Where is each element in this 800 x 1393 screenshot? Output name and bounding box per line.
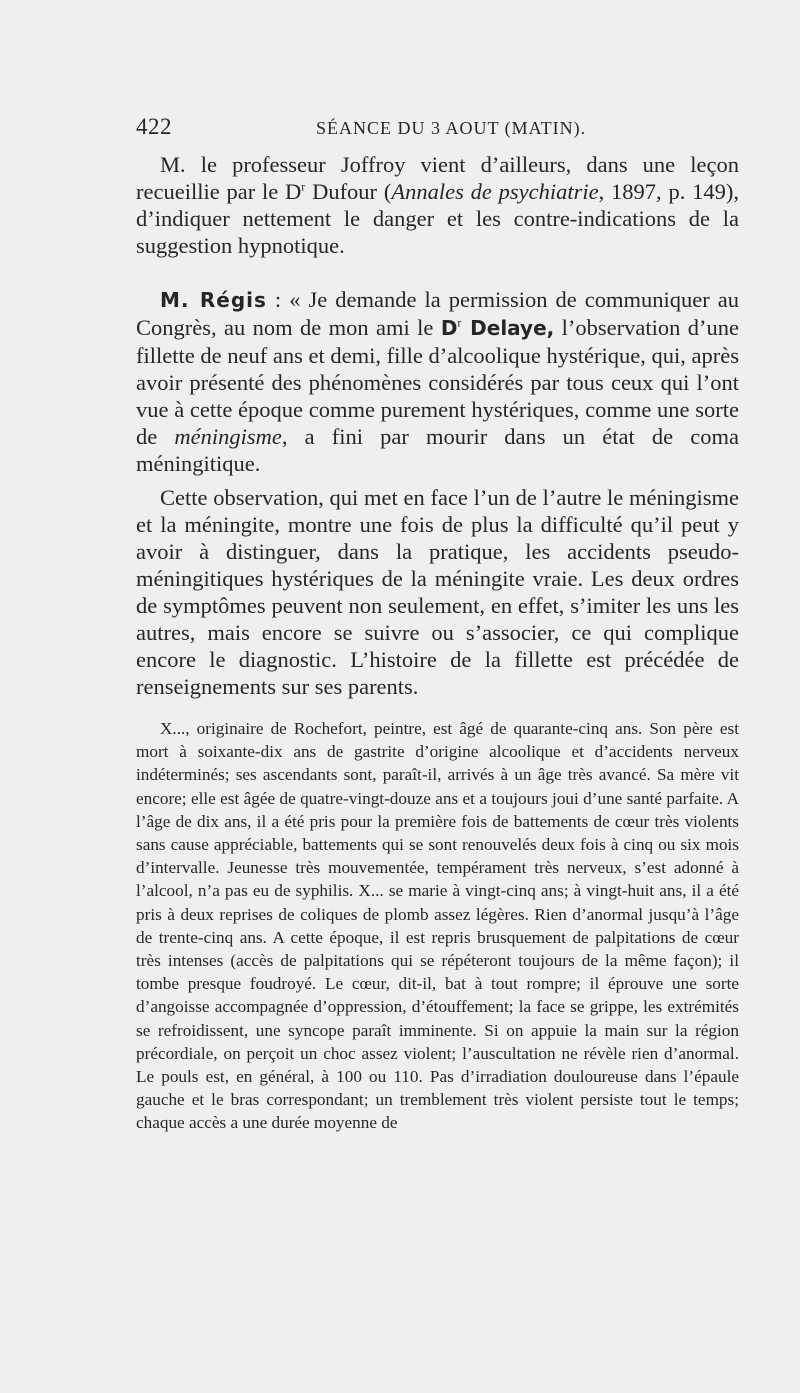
- page-header: [136, 114, 739, 144]
- running-title: SÉANCE DU 3 AOUT (MATIN).: [316, 118, 587, 138]
- paragraph-joffroy: [136, 151, 739, 259]
- paragraph-text: l’observation d’une fillette de neuf ans et demi, fille d’alcoolique hystérique, qui, après avoir présenté des phénomènes considérés par tous ceux qui l’ont vue à cette époque comme purement hystériques, comme une sorte de: [136, 315, 739, 449]
- paragraph-text: M. le professeur Joffroy vient d’ailleurs, dans une leçon recueillie par le D: [136, 152, 739, 204]
- person-name: Delaye,: [461, 316, 555, 340]
- page-number: 422: [136, 114, 172, 139]
- speaker-name: M. Régis: [160, 288, 267, 312]
- paragraph-observation: [136, 484, 739, 700]
- paragraph-text: Cette observation, qui met en face l’un de l’autre le méningisme et la méningite, montre une fois de plus la difficulté qu’il peut y avoir à distinguer, dans la pratique, les accidents pseudo-méningitiques hystériques de la méningite vraie. Les deux ordres de symptômes peuvent non seulement, en effet, s’imiter les uns les autres, mais encore se suivre ou s’associer, ce qui complique encore le diagnostic. L’histoire de la fillette est précédée de renseignements sur ses parents.: [136, 485, 739, 699]
- case-history: X..., originaire de Rochefort, peintre, est âgé de quarante-cinq ans. Son père est mort à soixante-dix ans de gastrite d’origine alcoolique et d’accidents nerveux indéterminés; ses ascendants sont, paraît-il, arrivés à un âge très avancé. Sa mère vit encore; elle est âgée de quatre-vingt-douze ans et a toujours joui d’une santé parfaite. A l’âge de dix ans, il a été pris pour la première fois de battements de cœur très violents sans cause appréciable, battements qui se sont renouvelés deux fois à cinq ou six mois d’intervalle. Jeunesse très mouvementée, tempérament très nerveux, s’est adonné à l’alcool, n’a pas eu de syphilis. X... se marie à vingt-cinq ans; à vingt-huit ans, il a été pris à deux reprises de coliques de plomb assez légères. Rien d’anormal jusqu’à l’âge de trente-cinq ans. A cette époque, il est repris brusquement de palpitations de cœur très intenses (accès de palpitations qui se répéteront toujours de la même façon); il tombe presque foudroyé. Le cœur, dit-il, bat à tout rompre; il éprouve une sorte d’angoisse accompagnée d’oppression, d’étouffement; la face se grippe, les extrémités se refroidissent, une syncope paraît imminente. Si on appuie la main sur la région précordiale, on perçoit un choc assez violent; l’auscultation ne révèle rien d’anormal. Le pouls est, en général, à 100 ou 110. Pas d’irradiation douloureuse dans l’épaule gauche et le bras correspondant; un tremblement très violent persiste tout le temps; chaque accès a une durée moyenne de: [136, 719, 739, 1133]
- paragraph-text: , 1897, p. 149), d’indiquer nettement le danger et les contre-indications de la suggestion hypnotique.: [136, 179, 739, 258]
- emphasized-term: méningisme: [174, 424, 282, 449]
- superscript: r: [457, 315, 462, 330]
- paragraph-text: , a fini par mourir dans un état de coma méningitique.: [136, 424, 739, 476]
- superscript: r: [301, 179, 306, 194]
- person-name: D: [440, 316, 458, 340]
- paragraph-text: : « Je demande la permission de communiquer au Congrès, au nom de mon ami le: [136, 287, 739, 340]
- paragraph-regis: [136, 286, 739, 477]
- journal-title: Annales de psychiatrie: [391, 179, 599, 204]
- paragraph-text: Dufour (: [305, 179, 392, 204]
